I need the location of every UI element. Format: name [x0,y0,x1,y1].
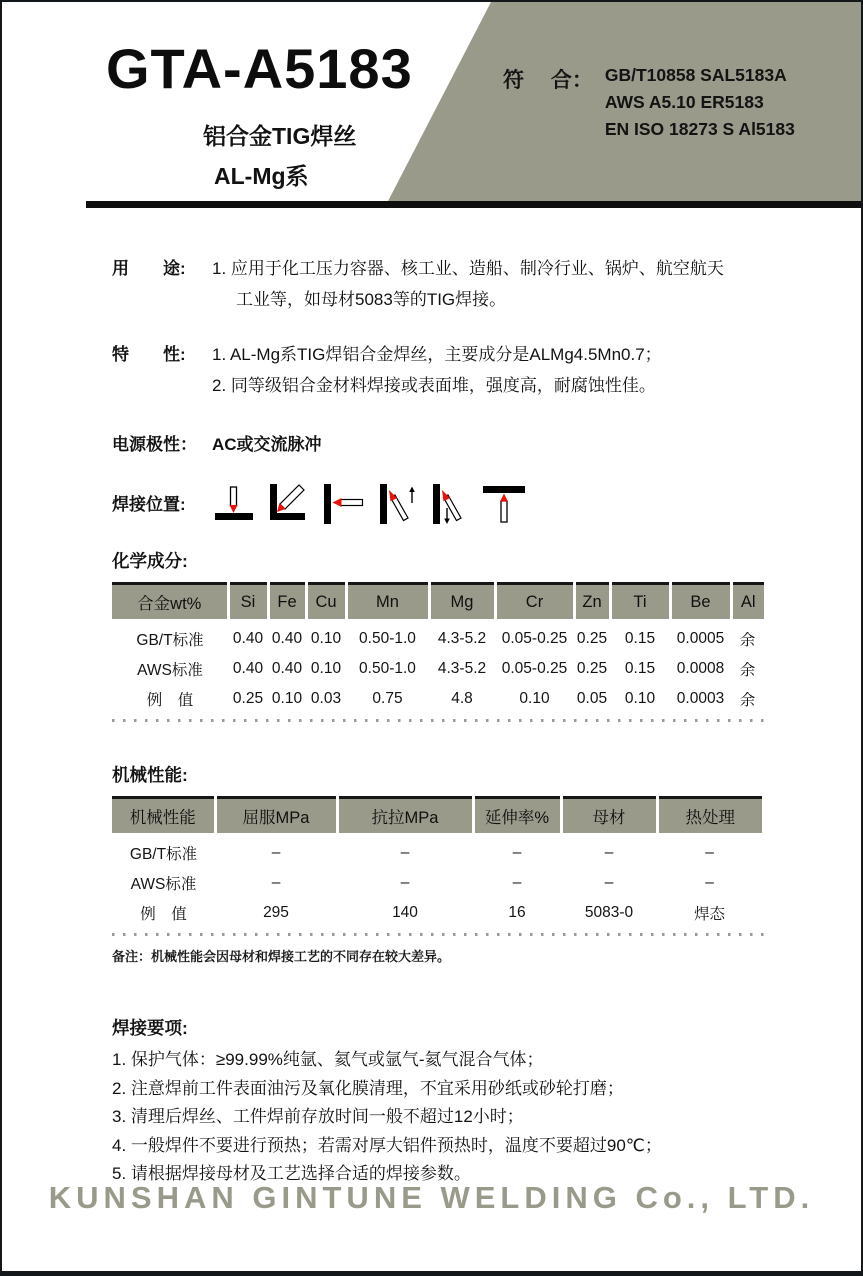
usage-text [212,253,724,315]
table-cell: 0.10 [310,630,342,647]
table-cell: – [705,874,714,891]
table-cell: 0.25 [576,660,608,677]
usage-label: 用 途: [112,259,186,278]
table-cell: – [512,874,522,891]
vertical-down-position-icon [428,482,472,526]
table-cell: 0.15 [624,630,656,647]
table-cell: 0.0003 [676,690,725,707]
positions-section [112,482,765,526]
fillet-position-icon [265,482,309,526]
table-cell: 0.50-1.0 [359,630,416,647]
row-label: AWS标准 [130,876,197,893]
table-cell: 0.10 [310,660,342,677]
column-header: Mn [346,584,429,620]
table-cell: 0.25 [232,690,264,707]
table-cell: – [400,844,410,861]
standards-list [605,62,795,143]
content [2,253,861,1189]
table-cell: 0.03 [310,690,342,707]
mechanical-table [112,796,762,928]
table-row [112,619,764,654]
table-cell: 0.40 [271,630,303,647]
table-cell: 0.0008 [676,660,725,677]
table-cell: 4.3-5.2 [437,660,487,677]
compliance-block [503,62,795,143]
column-header: Zn [574,584,610,620]
column-header: Cr [495,584,574,620]
row-label: 例 值 [146,692,194,709]
row-label: 例 值 [140,906,187,923]
column-header: 机械性能 [112,798,215,834]
positions-label: 焊接位置: [112,494,186,514]
features-text [212,339,662,401]
table-cell: 余 [739,632,756,649]
table-cell: 0.05-0.25 [501,630,568,647]
row-label: GB/T标准 [136,632,204,649]
table-cell: – [604,844,614,861]
table-cell: 0.05 [576,690,608,707]
features-label: 特 性: [112,345,186,364]
welding-note-item: 5. 请根据焊接母材及工艺选择合适的焊接参数。 [112,1164,471,1183]
standard-item: AWS A5.10 ER5183 [604,92,764,112]
table-cell: 295 [263,904,289,921]
column-header: Si [228,584,268,620]
column-header: Be [670,584,731,620]
usage-line: 1. 应用于化工压力容器、核工业、造船、制冷行业、锅炉、航空航天 [212,259,724,278]
header-divider [86,201,861,208]
product-code: GTA-A5183 [106,37,413,100]
dotted-separator [112,719,764,722]
table-cell: 0.40 [271,660,303,677]
column-header: 抗拉MPa [337,798,473,834]
column-header: 母材 [561,798,657,834]
table-cell: 0.05-0.25 [501,660,568,677]
table-cell: 0.15 [624,660,656,677]
table-cell: 0.10 [271,690,303,707]
table-cell: 0.0005 [676,630,725,647]
table-row [112,654,764,684]
table-cell: – [604,874,614,891]
table-cell: – [400,874,410,891]
welding-note-item: 1. 保护气体：≥99.99%纯氩、氦气或氩气-氦气混合气体； [112,1050,544,1069]
product-type: 铝合金TIG焊丝 [203,123,357,149]
compliance-label: 符 合： [503,69,593,92]
header [2,2,861,209]
table-cell: 0.40 [232,660,264,677]
horizontal-position-icon [318,482,366,526]
column-header: 屈服MPa [215,798,337,834]
polarity-section [112,429,765,460]
row-label: AWS标准 [137,662,203,679]
table-row [112,868,762,898]
table-cell: 0.25 [576,630,608,647]
table-cell: – [271,844,281,861]
table-cell: 0.40 [232,630,264,647]
table-cell: – [512,844,522,861]
table-cell: 16 [508,904,526,921]
table-cell: 0.75 [372,690,403,707]
column-header: Mg [429,584,495,620]
welding-notes-title: 焊接要项: [112,1018,188,1038]
flat-position-icon [212,482,256,526]
row-label: GB/T标准 [129,846,198,863]
column-header: Al [731,584,764,620]
table-cell: 4.8 [451,690,473,707]
table-cell: 4.3-5.2 [437,630,487,647]
welding-note-item: 3. 清理后焊丝、工件焊前存放时间一般不超过12小时； [112,1107,524,1126]
feature-line: 2. 同等级铝合金材料焊接或表面堆，强度高，耐腐蚀性佳。 [212,376,656,395]
table-cell: 0.50-1.0 [359,660,416,677]
table-cell: 焊态 [693,906,725,923]
position-icons [212,482,527,526]
column-header: 合金wt% [112,584,228,620]
company-name: KUNSHAN GINTUNE WELDING Co., LTD. [48,1180,815,1215]
usage-line: 工业等，如母材5083等的TIG焊接。 [236,290,507,309]
polarity-value: AC或交流脉冲 [212,435,322,454]
table-cell: 0.10 [519,690,550,707]
table-cell: 140 [392,904,418,921]
chemical-title: 化学成分: [112,551,188,571]
table-cell: 余 [739,692,756,709]
welding-notes-list [112,1046,765,1189]
dotted-separator [112,933,764,936]
features-section [112,339,765,401]
feature-line: 1. AL-Mg系TIG焊铝合金焊丝，主要成分是ALMg4.5Mn0.7； [212,345,662,364]
standard-item: GB/T10858 SAL5183A [604,65,787,85]
column-header: Ti [610,584,670,620]
column-header: Cu [306,584,346,620]
table-cell: 余 [739,662,756,679]
table-cell: 0.10 [624,690,656,707]
usage-section [112,253,765,315]
table-cell: 5083-0 [584,904,634,921]
table-row [112,833,762,868]
table-cell: – [705,844,714,861]
overhead-position-icon [481,482,527,526]
polarity-label: 电源极性： [112,435,197,454]
column-header: 延伸率% [473,798,561,834]
table-cell: – [271,874,281,891]
welding-note-item: 2. 注意焊前工件表面油污及氧化膜清理，不宜采用砂纸或砂轮打磨； [112,1078,624,1098]
welding-note-item: 4. 一般焊件不要进行预热；若需对厚大铝件预热时，温度不要超过90℃； [112,1135,662,1155]
alloy-series: AL-Mg系 [214,163,309,189]
mechanical-title: 机械性能: [112,765,188,785]
table-row [112,684,764,714]
mechanical-note: 备注：机械性能会因母材和焊接工艺的不同存在较大差异。 [112,949,451,964]
column-header: Fe [268,584,306,620]
table-row [112,898,762,928]
welding-notes-section [112,1015,765,1189]
chemical-table [112,582,764,714]
column-header: 热处理 [657,798,762,834]
standard-item: EN ISO 18273 S Al5183 [604,119,795,139]
vertical-up-position-icon [375,482,419,526]
